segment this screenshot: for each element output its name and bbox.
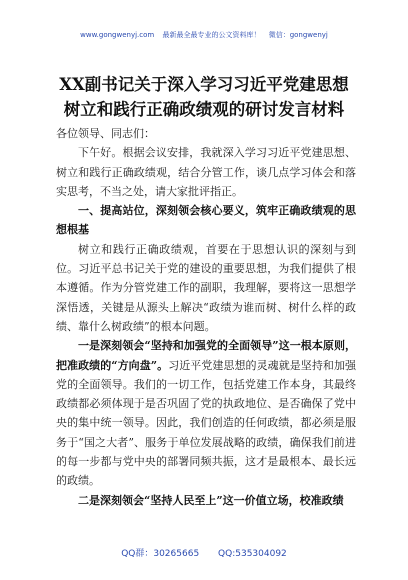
section-heading-1: 一、提高站位，深刻领会核心要义，筑牢正确政绩观的思想根基	[56, 204, 356, 237]
paragraph-section-1: 树立和践行正确政绩观，首要在于思想认识的深刻与到位。习近平总书记关于党的建设的重要思想，为我们提供了根本遵循。作为分管党建工作的副职，我理解，要将这一思想学深悟透，关键是从源头上解决“政绩为谁而树、树什么样的政绩、靠什么树政绩”的根本问题。	[56, 242, 356, 333]
document-body	[56, 124, 356, 510]
point-1-heading: 一是深刻领会“坚持和加强党的全面领导”这一根本原则，把准政绩的“方向盘”。	[56, 339, 356, 372]
site-url[interactable]: www.gongwenyj.com	[80, 31, 155, 39]
title-line-2: 树立和践行正确政绩观的研讨发言材料	[63, 100, 345, 119]
point-1-text: 习近平党建思想的灵魂就是坚持和加强党的全面领导。我们的一切工作，包括党建工作本身，其最终政绩都必须体现于是否巩固了党的执政地位、是否确保了党中央的集中统一领导。因此，我们创造的任何政绩，都必须是服务于“国之大者”、服务于单位发展战略的政绩，确保我们前进的每一步都与党中央的部署同频共振，这才是最根本、最长远的政绩。	[56, 358, 356, 488]
document-title	[40, 72, 368, 122]
salutation: 各位领导、同志们：	[56, 127, 155, 140]
paragraph-point-2: 二是深刻领会“坚持人民至上”这一价值立场，校准政绩	[78, 493, 344, 507]
title-line-1: XX副书记关于深入学习习近平党建思想	[59, 75, 349, 94]
wechat-id: 微信：gongwenyj	[268, 31, 328, 39]
site-slogan: 最新最全最专业的公文资料库！	[162, 31, 261, 39]
footer-banner	[0, 548, 408, 560]
qq-number: QQ:535304092	[218, 549, 287, 559]
paragraph-point-1	[56, 336, 356, 490]
paragraph-intro: 下午好。根据会议安排，我就深入学习习近平党建思想、树立和践行正确政绩观，结合分管工作，谈几点学习体会和落实思考，不当之处，请大家批评指正。	[56, 146, 356, 198]
qq-group: QQ群：30265665	[121, 549, 200, 559]
header-banner	[0, 30, 408, 40]
